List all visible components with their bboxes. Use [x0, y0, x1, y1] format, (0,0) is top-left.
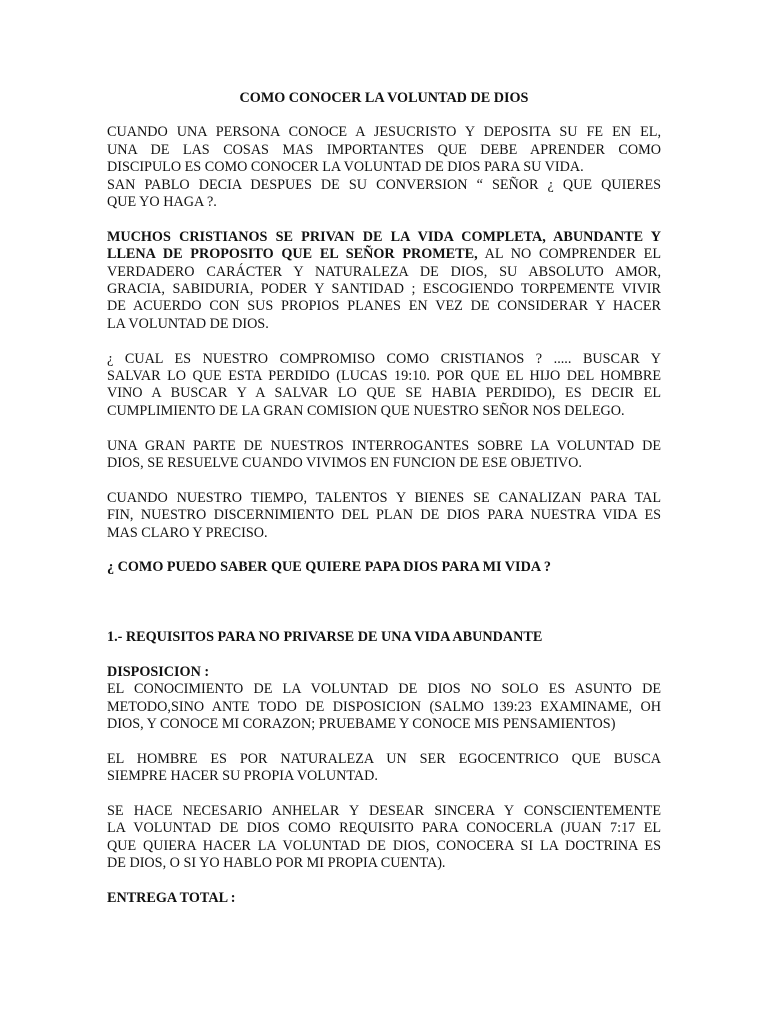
text-line: GRACIA, SABIDURIA, PODER Y SANTIDAD ; ESCOGIENDO TORPEMENTE VIVIR — [107, 281, 661, 298]
commitment-paragraph — [107, 351, 661, 421]
text-line: ¿ CUAL ES NUESTRO COMPROMISO COMO CRISTIANOS ? ..... BUSCAR Y — [107, 350, 661, 367]
text-line: CUMPLIMIENTO DE LA GRAN COMISION QUE NUESTRO SEÑOR NOS DELEGO. — [107, 402, 625, 419]
intro-paragraph — [107, 124, 661, 211]
questions-paragraph — [107, 438, 661, 473]
text-line: VINO A BUSCAR Y A SALVAR LO QUE SE HABIA PERDIDO), ES DECIR EL — [107, 385, 661, 402]
text-line: UNA GRAN PARTE DE NUESTROS INTERROGANTES SOBRE LA VOLUNTAD DE — [107, 437, 661, 454]
text-line: FIN, NUESTRO DISCERNIMIENTO DEL PLAN DE DIOS PARA NUESTRA VIDA ES — [107, 507, 661, 524]
document-page — [107, 90, 661, 907]
text-line: UNA DE LAS COSAS MAS IMPORTANTES QUE DEBE APRENDER COMO — [107, 141, 661, 158]
text-line: DISCIPULO ES COMO CONOCER LA VOLUNTAD DE DIOS PARA SU VIDA. — [107, 159, 584, 176]
mixed-text-line — [107, 246, 661, 263]
text-line: LA VOLUNTAD DE DIOS. — [107, 315, 269, 332]
text-line: LA VOLUNTAD DE DIOS COMO REQUISITO PARA CONOCERLA (JUAN 7:17 EL — [107, 820, 661, 837]
text-line: VERDADERO CARÁCTER Y NATURALEZA DE DIOS, SU ABSOLUTO AMOR, — [107, 263, 661, 280]
text-line: DE ACUERDO CON SUS PROPIOS PLANES EN VEZ DE CONSIDERAR Y HACER — [107, 298, 661, 315]
text-line: CUANDO NUESTRO TIEMPO, TALENTOS Y BIENES SE CANALIZAN PARA TAL — [107, 489, 661, 506]
question-heading: ¿ COMO PUEDO SABER QUE QUIERE PAPA DIOS PARA MI VIDA ? — [107, 559, 551, 576]
text-line: METODO,SINO ANTE TODO DE DISPOSICION (SALMO 139:23 EXAMINAME, OH — [107, 698, 661, 715]
text-line: MAS CLARO Y PRECISO. — [107, 524, 268, 541]
text-line: DE DIOS, O SI YO HABLO POR MI PROPIA CUENTA). — [107, 855, 446, 872]
text-line: SIEMPRE HACER SU PROPIA VOLUNTAD. — [107, 768, 378, 785]
christians-paragraph — [107, 229, 661, 333]
section-heading: 1.- REQUISITOS PARA NO PRIVARSE DE UNA VIDA ABUNDANTE — [107, 628, 543, 645]
bold-text-span: LLENA DE PROPOSITO QUE EL SEÑOR PROMETE, — [107, 246, 478, 263]
text-span: AL NO COMPRENDER EL — [477, 246, 661, 263]
text-line: DIOS, SE RESUELVE CUANDO VIVIMOS EN FUNCION DE ESE OBJETIVO. — [107, 455, 582, 472]
spacer — [107, 577, 661, 629]
document-title: COMO CONOCER LA VOLUNTAD DE DIOS — [239, 90, 529, 106]
text-line: EL CONOCIMIENTO DE LA VOLUNTAD DE DIOS NO SOLO ES ASUNTO DE — [107, 681, 661, 698]
text-line: SE HACE NECESARIO ANHELAR Y DESEAR SINCERA Y CONSCIENTEMENTE — [107, 802, 661, 819]
time-talents-paragraph — [107, 490, 661, 542]
text-line: DIOS, Y CONOCE MI CORAZON; PRUEBAME Y CONOCE MIS PENSAMIENTOS) — [107, 715, 616, 732]
text-line: SALVAR LO QUE ESTA PERDIDO (LUCAS 19:10. POR QUE EL HIJO DEL HOMBRE — [107, 368, 661, 385]
text-line: QUE QUIERA HACER LA VOLUNTAD DE DIOS, CONOCERA SI LA DOCTRINA ES — [107, 837, 661, 854]
bold-text-line: MUCHOS CRISTIANOS SE PRIVAN DE LA VIDA COMPLETA, ABUNDANTE Y — [107, 228, 661, 245]
text-line: SAN PABLO DECIA DESPUES DE SU CONVERSION “ SEÑOR ¿ QUE QUIERES — [107, 176, 661, 193]
disposicion-paragraph-2 — [107, 751, 661, 786]
text-line: QUE YO HAGA ?. — [107, 194, 217, 211]
disposicion-paragraph-1 — [107, 681, 661, 733]
text-line: CUANDO UNA PERSONA CONOCE A JESUCRISTO Y DEPOSITA SU FE EN EL, — [107, 124, 661, 141]
text-line: EL HOMBRE ES POR NATURALEZA UN SER EGOCENTRICO QUE BUSCA — [107, 750, 661, 767]
disposicion-heading: DISPOSICION : — [107, 663, 210, 680]
entrega-heading: ENTREGA TOTAL : — [107, 889, 236, 906]
disposicion-paragraph-3 — [107, 803, 661, 873]
